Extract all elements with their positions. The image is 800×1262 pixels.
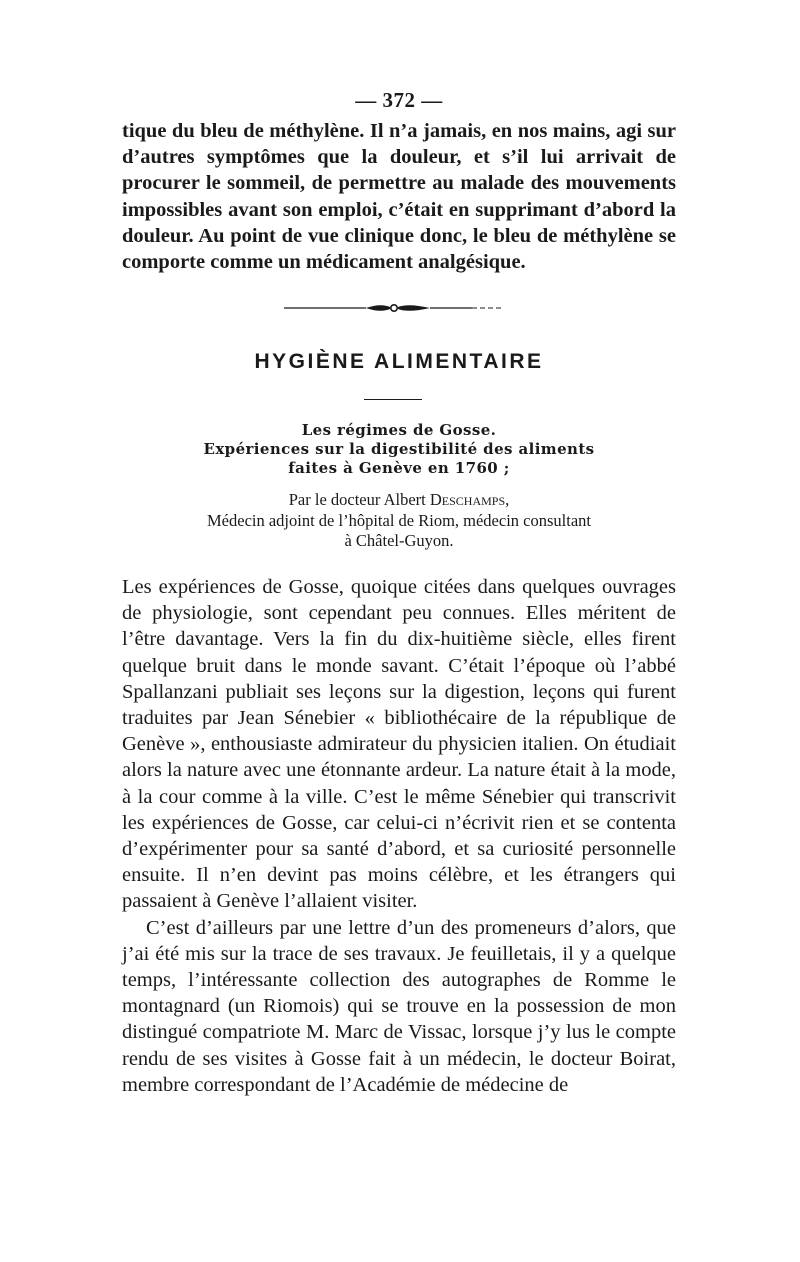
author-name: Deschamps, — [429, 490, 510, 509]
title-underline — [364, 399, 422, 400]
article-body — [122, 574, 676, 1098]
subtitle-line-2: Expériences sur la digestibilité des aliments — [203, 440, 595, 458]
body-paragraph-2: C’est d’ailleurs par une lettre d’un des promeneurs d’alors, que j’ai été mis sur la trace de ses travaux. Je feuilletais, il y a quelque temps, l’intéressante collection des autographes de Romme le montagnard (un Riomois) qui se trouve en la possession de mon distingué compatriote M. Marc de Vissac, lorsque j’y lus le compte rendu de ses visites à Gosse fait à un médecin, le docteur Boirat, membre correspondant de l’Académie de médecine de — [122, 916, 676, 1096]
page-number: — 372 — — [355, 88, 443, 112]
section-divider-ornament — [284, 300, 504, 316]
opening-paragraph-text: tique du bleu de méthylène. Il n’a jamais, en nos mains, agi sur d’autres symptômes que la douleur, et s’il lui arrivait de procurer le sommeil, de permettre au malade des mouvements impossibles avant son emploi, c’était en supprimant d’abord la douleur. Au point de vue clinique donc, le bleu de méthylène se comporte comme un médicament analgésique. — [122, 120, 676, 274]
article-subtitle — [122, 421, 676, 478]
byline-prefix: Par le docteur Albert — [288, 490, 430, 509]
subtitle-line-3: faites à Genève en 1760 ; — [288, 459, 510, 477]
body-paragraph-1: Les expériences de Gosse, quoique citées dans quelques ouvrages de physiologie, sont cependant peu connues. Elles méritent de l’être davantage. Vers la fin du dix-huitième siècle, elles firent quelque bruit dans le monde savant. C’était l’époque où l’abbé Spallanzani publiait ses leçons sur la digestion, leçons qui furent traduites par Jean Sénebier « bibliothécaire de la république de Genève », enthousiaste admirateur du physicien italien. On étudiait alors la nature avec une étonnante ardeur. La nature était à la mode, à la cour comme à la ville. C’est le même Sénebier qui transcrivit les expériences de Gosse, car celui-ci n’écrivit rien et se contenta d’expérimenter pour sa santé d’abord, et sa curiosité personnelle ensuite. Il n’en devint pas moins célèbre, et les étrangers qui passaient à Genève l’allaient visiter. — [122, 576, 676, 913]
byline-line-3: à Châtel-Guyon. — [344, 531, 454, 550]
byline-line-1 — [122, 490, 676, 511]
byline-line-2: Médecin adjoint de l’hôpital de Riom, médecin consultant — [207, 510, 591, 530]
author-byline — [122, 490, 676, 552]
opening-paragraph — [122, 118, 676, 275]
subtitle-line-1: Les régimes de Gosse. — [301, 421, 497, 439]
section-title: HYGIÈNE ALIMENTAIRE — [254, 350, 544, 373]
